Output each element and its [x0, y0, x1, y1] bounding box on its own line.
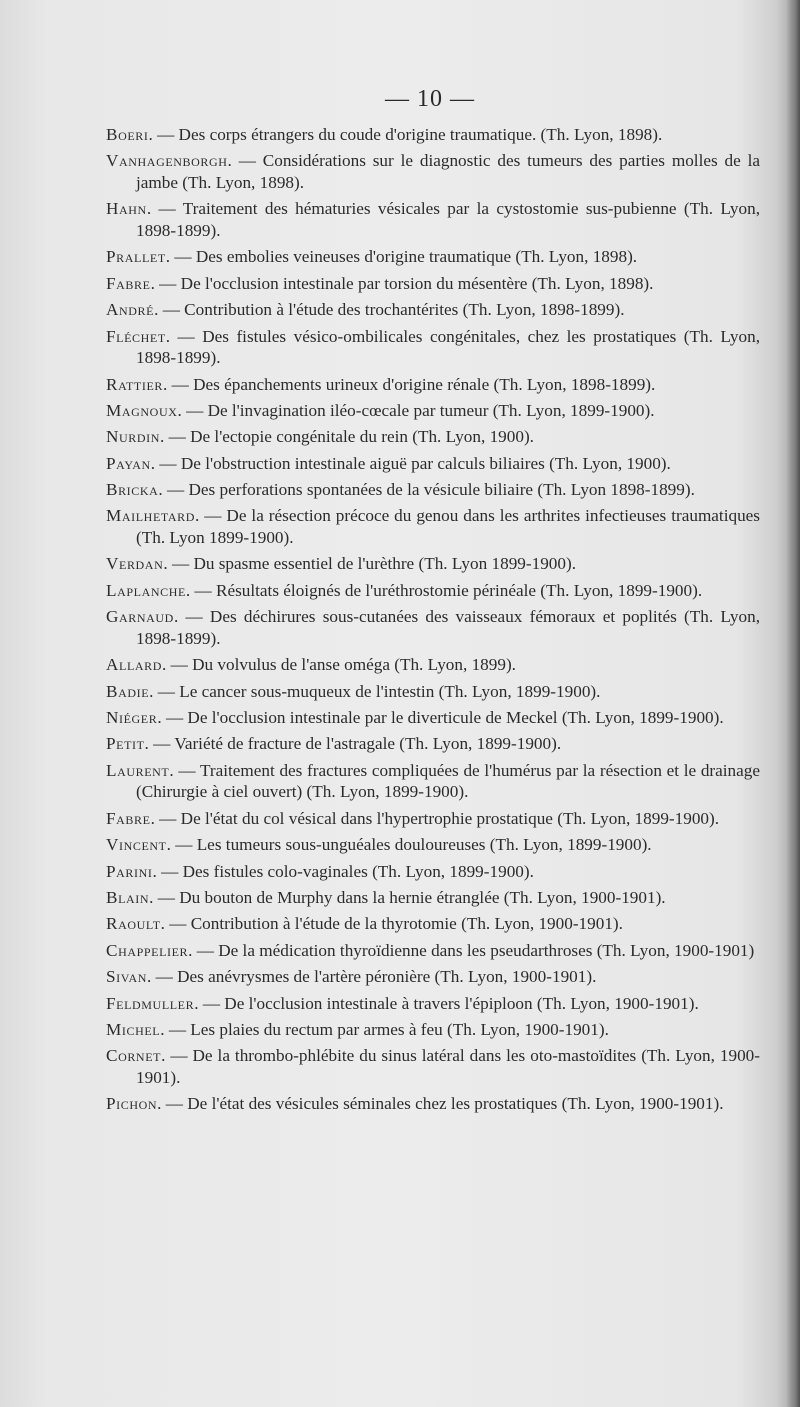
entry-title: Des embolies veineuses d'origine traumatique (Th. Lyon, 1898).: [195, 247, 638, 267]
entry-title: De l'obstruction intestinale aiguë par calculs biliaires (Th. Lyon, 1900).: [180, 453, 671, 473]
entry-author: Magnoux: [106, 400, 178, 420]
bibliography-entry: Fabre. — De l'état du col vésical dans l'hypertrophie prostatique (Th. Lyon, 1899-1900).: [106, 808, 720, 828]
entry-author: Fabre: [106, 808, 151, 828]
entry-title: Contribution à l'étude des trochantérites (Th. Lyon, 1898-1899).: [184, 300, 625, 320]
entry-author: Boeri: [106, 125, 149, 144]
entry-author: Mailhetard: [106, 506, 195, 526]
entry-author: Rattier: [106, 374, 163, 394]
entry-author: Laurent: [106, 760, 170, 780]
bibliography-entry: Magnoux. — De l'invagination iléo-cœcale par tumeur (Th. Lyon, 1899-1900).: [106, 400, 655, 420]
bibliography-entry: Raoult. — Contribution à l'étude de la thyrotomie (Th. Lyon, 1900-1901).: [106, 914, 623, 934]
entry-title: Les tumeurs sous-unguéales douloureuses (Th. Lyon, 1899-1900).: [196, 835, 652, 855]
bibliography-entry: Parini. — Des fistules colo-vaginales (Th. Lyon, 1899-1900).: [106, 861, 534, 881]
entry-author: Michel: [106, 1019, 161, 1039]
entry-title: De l'état du col vésical dans l'hypertrophie prostatique (Th. Lyon, 1899-1900).: [180, 808, 720, 828]
bibliography-entry: Verdan. — Du spasme essentiel de l'urèthre (Th. Lyon 1899-1900).: [106, 554, 577, 574]
entry-author: Cornet: [106, 1046, 162, 1066]
entry-title: Des fistules colo-vaginales (Th. Lyon, 1899-1900).: [182, 861, 534, 881]
bibliography-entry: Bricka. — Des perforations spontanées de la vésicule biliaire (Th. Lyon 1898-1899).: [106, 480, 695, 500]
bibliography-entry: Fabre. — De l'occlusion intestinale par torsion du mésentère (Th. Lyon, 1898).: [106, 273, 654, 293]
bibliography-entry: Petit. — Variété de fracture de l'astragale (Th. Lyon, 1899-1900).: [106, 734, 562, 754]
bibliography-entry: André. — Contribution à l'étude des trochantérites (Th. Lyon, 1898-1899).: [106, 300, 625, 320]
bibliography-entry: Chappelier. — De la médication thyroïdienne dans les pseudarthroses (Th. Lyon, 1900-1901): [106, 940, 755, 960]
entry-title: Traitement des fractures compliquées de l'humérus par la résection et le drainage (Chirurgie à ciel ouvert) (Th. Lyon, 1899-1900).: [136, 760, 760, 802]
bibliography-entry: Feldmuller. — De l'occlusion intestinale à travers l'épiploon (Th. Lyon, 1900-1901).: [106, 993, 699, 1013]
bibliography-entry: Vincent. — Les tumeurs sous-unguéales douloureuses (Th. Lyon, 1899-1900).: [106, 835, 652, 855]
entry-author: Blain: [106, 887, 150, 907]
entry-author: Raoult: [106, 914, 161, 934]
entry-title: Du spasme essentiel de l'urèthre (Th. Lyon 1899-1900).: [193, 554, 577, 574]
entry-author: Fabre: [106, 273, 151, 293]
entry-author: Pichon: [106, 1094, 158, 1114]
bibliography-entry: Michel. — Les plaies du rectum par armes à feu (Th. Lyon, 1900-1901).: [106, 1019, 609, 1039]
entry-title: De l'occlusion intestinale par le diverticule de Meckel (Th. Lyon, 1899-1900).: [187, 708, 724, 727]
entry-author: Sivan: [106, 967, 148, 987]
entry-author: Garnaud: [106, 607, 174, 627]
page-number: — 10 —: [385, 86, 475, 112]
bibliography-entry: Blain. — Du bouton de Murphy dans la hernie étranglée (Th. Lyon, 1900-1901).: [106, 887, 666, 907]
entry-title: De l'occlusion intestinale par torsion du mésentère (Th. Lyon, 1898).: [180, 273, 654, 293]
entry-author: Parini: [106, 861, 153, 881]
entry-title: De la thrombo-phlébite du sinus latéral dans les oto-mastoïdites (Th. Lyon, 1900-1901).: [136, 1046, 760, 1087]
entry-title: Traitement des hématuries vésicales par la cystostomie sus-pubienne (Th. Lyon, 1898-1899).: [136, 199, 760, 240]
entry-author: Fléchet: [106, 326, 166, 346]
bibliography-entry: Nurdin. — De l'ectopie congénitale du rein (Th. Lyon, 1900).: [106, 427, 534, 447]
entry-author: Vincent: [106, 835, 167, 855]
bibliography-list: [106, 124, 760, 1120]
bibliography-entry: Vanhagenborgh. — Considérations sur le diagnostic des tumeurs des parties molles de la jambe (Th. Lyon, 1898).: [106, 151, 761, 192]
bibliography-entry: Mailhetard. — De la résection précoce du genou dans les arthrites infectieuses traumatiques (Th. Lyon 1899-1900).: [106, 506, 760, 548]
entry-title: Le cancer sous-muqueux de l'intestin (Th. Lyon, 1899-1900).: [179, 681, 601, 701]
bibliography-entry: Laurent. — Traitement des fractures compliquées de l'humérus par la résection et le drainage (Chirurgie à ciel ouvert) (Th. Lyon, 1899-1900).: [106, 760, 760, 802]
entry-title: De l'invagination iléo-cœcale par tumeur (Th. Lyon, 1899-1900).: [207, 400, 655, 420]
entry-title: Résultats éloignés de l'uréthrostomie périnéale (Th. Lyon, 1899-1900).: [215, 580, 703, 600]
bibliography-entry: Pichon. — De l'état des vésicules séminales chez les prostatiques (Th. Lyon, 1900-1901).: [106, 1094, 724, 1114]
bibliography-entry: Laplanche. — Résultats éloignés de l'uréthrostomie périnéale (Th. Lyon, 1899-1900).: [106, 580, 703, 600]
entry-author: Vanhagenborgh: [106, 151, 228, 171]
entry-author: Prallet: [106, 247, 166, 267]
entry-author: Hahn: [106, 199, 147, 219]
bibliography-entry: Fléchet. — Des fistules vésico-ombilicales congénitales, chez les prostatiques (Th. Lyon, 1898-1899).: [106, 326, 761, 368]
entry-title: Des épanchements urineux d'origine rénale (Th. Lyon, 1898-1899).: [193, 374, 656, 394]
entry-title: Les plaies du rectum par armes à feu (Th. Lyon, 1900-1901).: [190, 1019, 609, 1039]
bibliography-entry: Payan. — De l'obstruction intestinale aiguë par calculs biliaires (Th. Lyon, 1900).: [106, 453, 671, 473]
entry-author: Verdan: [106, 554, 164, 574]
entry-author: Badie: [106, 681, 150, 701]
bibliography-entry: Allard. — Du volvulus de l'anse oméga (Th. Lyon, 1899).: [106, 655, 516, 675]
entry-author: Petit: [106, 734, 145, 754]
bibliography-entry: Garnaud. — Des déchirures sous-cutanées des vaisseaux fémoraux et poplités (Th. Lyon, 1898-1899).: [106, 607, 760, 648]
entry-title: De l'occlusion intestinale à travers l'épiploon (Th. Lyon, 1900-1901).: [224, 993, 699, 1013]
bibliography-entry: Hahn. — Traitement des hématuries vésicales par la cystostomie sus-pubienne (Th. Lyon, 1898-1899).: [106, 199, 760, 240]
bibliography-entry: Cornet. — De la thrombo-phlébite du sinus latéral dans les oto-mastoïdites (Th. Lyon, 1900-1901).: [106, 1046, 760, 1087]
bibliography-entry: Sivan. — Des anévrysmes de l'artère péronière (Th. Lyon, 1900-1901).: [106, 967, 597, 987]
entry-title: Des déchirures sous-cutanées des vaisseaux fémoraux et poplités (Th. Lyon, 1898-1899).: [136, 607, 760, 648]
page-edge-shadow: [786, 0, 800, 1407]
entry-title: Des fistules vésico-ombilicales congénitales, chez les prostatiques (Th. Lyon, 1898-1899).: [136, 326, 761, 368]
entry-title: Variété de fracture de l'astragale (Th. Lyon, 1899-1900).: [174, 734, 562, 754]
bibliography-entry: Boeri. — Des corps étrangers du coude d'origine traumatique. (Th. Lyon, 1898).: [106, 125, 663, 144]
entry-author: Laplanche: [106, 580, 186, 600]
entry-author: Nurdin: [106, 427, 161, 447]
entry-author: Feldmuller: [106, 993, 195, 1013]
entry-title: Considérations sur le diagnostic des tumeurs des parties molles de la jambe (Th. Lyon, 1898).: [136, 151, 761, 192]
entry-author: Allard: [106, 655, 163, 675]
entry-author: Payan: [106, 453, 151, 473]
bibliography-entry: Rattier. — Des épanchements urineux d'origine rénale (Th. Lyon, 1898-1899).: [106, 374, 656, 394]
bibliography-entry: Niéger. — De l'occlusion intestinale par le diverticule de Meckel (Th. Lyon, 1899-1900).: [106, 708, 724, 727]
entry-author: Chappelier: [106, 940, 189, 960]
entry-author: André: [106, 300, 155, 320]
entry-title: Du volvulus de l'anse oméga (Th. Lyon, 1899).: [192, 655, 516, 675]
bibliography-entry: Prallet. — Des embolies veineuses d'origine traumatique (Th. Lyon, 1898).: [106, 247, 638, 267]
entry-title: Des anévrysmes de l'artère péronière (Th. Lyon, 1900-1901).: [177, 967, 597, 987]
entry-title: De la médication thyroïdienne dans les pseudarthroses (Th. Lyon, 1900-1901): [218, 940, 755, 960]
entry-title: De l'ectopie congénitale du rein (Th. Lyon, 1900).: [190, 427, 534, 447]
entry-author: Niéger: [106, 708, 158, 727]
entry-author: Bricka: [106, 480, 159, 500]
bibliography-entry: Badie. — Le cancer sous-muqueux de l'intestin (Th. Lyon, 1899-1900).: [106, 681, 601, 701]
entry-title: De la résection précoce du genou dans les arthrites infectieuses traumatiques (Th. Lyon 1899-1900).: [136, 506, 760, 548]
entry-title: Des perforations spontanées de la vésicule biliaire (Th. Lyon 1898-1899).: [188, 480, 695, 500]
entry-title: Du bouton de Murphy dans la hernie étranglée (Th. Lyon, 1900-1901).: [179, 887, 666, 907]
entry-title: Des corps étrangers du coude d'origine traumatique. (Th. Lyon, 1898).: [178, 125, 663, 144]
entry-title: Contribution à l'étude de la thyrotomie (Th. Lyon, 1900-1901).: [190, 914, 623, 934]
entry-title: De l'état des vésicules séminales chez les prostatiques (Th. Lyon, 1900-1901).: [187, 1094, 724, 1114]
